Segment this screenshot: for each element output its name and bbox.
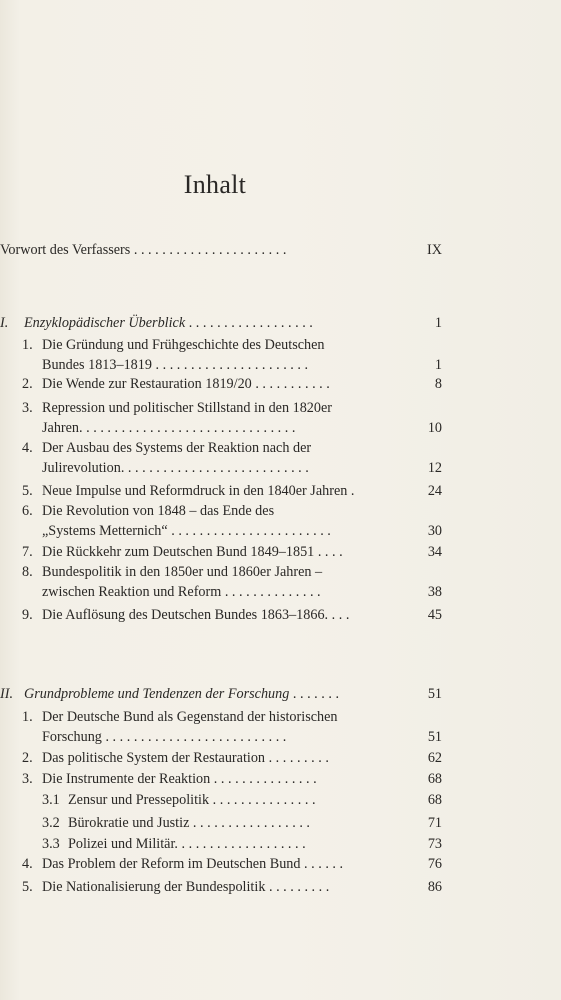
entry-title-continued: Julirevolution — [42, 460, 121, 476]
page-number: 1 — [434, 315, 442, 331]
toc-part-1 — [0, 313, 442, 333]
part-number: I. — [0, 315, 9, 331]
page-number: 30 — [427, 523, 442, 539]
part-number: II. — [0, 686, 13, 702]
toc-entry — [22, 374, 442, 394]
entry-number: 7. — [22, 544, 33, 560]
entry-number: 1. — [22, 709, 33, 725]
entry-number: 3.2 — [42, 815, 60, 831]
page-title: Inhalt — [183, 170, 247, 199]
leader-dots: . . . . . . . . . . . . . . — [221, 584, 321, 600]
toc-entry — [22, 605, 442, 625]
entry-title: Die Rückkehr zum Deutschen Bund 1849–1851 — [42, 544, 315, 560]
toc-part-2 — [0, 684, 442, 704]
entry-number: 2. — [22, 376, 33, 392]
page-number: 71 — [427, 815, 442, 831]
entry-number: 3. — [22, 771, 33, 787]
toc-entry — [22, 542, 442, 562]
entry-number: 3. — [22, 400, 33, 416]
entry-number: 6. — [22, 503, 33, 519]
leader-dots: . . . . . . . . . — [265, 750, 329, 766]
toc-entry — [22, 877, 442, 897]
entry-title-continued: Forschung — [42, 729, 102, 745]
page-number: 34 — [427, 544, 442, 560]
page-number: 76 — [427, 856, 442, 872]
page-number: 86 — [427, 879, 442, 895]
page-number: 24 — [427, 483, 442, 499]
entry-title: Zensur und Pressepolitik — [68, 792, 210, 808]
toc-entry — [22, 769, 442, 789]
entry-title: Die Nationalisierung der Bundespolitik — [42, 879, 266, 895]
leader-dots: . . . . . . . . . . . . . . . . . . . . . . — [151, 357, 309, 373]
toc-entry — [22, 854, 442, 874]
toc-entry — [22, 707, 442, 747]
toc-entry-foreword — [0, 240, 442, 260]
leader-dots: . . . . — [324, 607, 350, 623]
entry-number: 3.1 — [42, 792, 60, 808]
entry-title: Die Revolution von 1848 – das Ende des — [42, 503, 275, 519]
toc-entry — [22, 790, 442, 810]
entry-title: Die Wende zur Restauration 1819/20 — [42, 376, 252, 392]
part-title: Grundprobleme und Tendenzen der Forschung — [24, 686, 290, 702]
entry-title-continued: zwischen Reaktion und Reform — [42, 584, 222, 600]
entry-title: Der Deutsche Bund als Gegenstand der historischen — [42, 709, 338, 725]
page-number: 8 — [434, 376, 442, 392]
page-number: 68 — [427, 792, 442, 808]
leader-dots: . . . . . . . . . . . . . . . . . . . . . . . . . . . — [120, 460, 309, 476]
leader-dots: . . . . . . . . . — [265, 879, 330, 895]
toc-entry — [22, 501, 442, 541]
leader-dots: . . . . . . . . . . . . . . . — [210, 771, 317, 787]
leader-dots: . . . . . . . . . . . . . . . . . — [189, 815, 310, 831]
leader-dots: . . . . — [314, 544, 343, 560]
page-number: 51 — [427, 686, 442, 702]
entry-number: 4. — [22, 440, 33, 456]
entry-title: Bürokratie und Justiz — [68, 815, 190, 831]
page-number: 12 — [427, 460, 442, 476]
leader-dots: . . . . . . . . . . . . . . . . . . . . . . . — [167, 523, 331, 539]
toc-entry — [22, 438, 442, 478]
toc-entry — [22, 481, 442, 501]
leader-dots: . . . . . . . — [289, 686, 339, 702]
leader-dots: . . . . . . . . . . . — [251, 376, 330, 392]
entry-title: Die Gründung und Frühgeschichte des Deutschen — [42, 337, 325, 353]
page-number: 51 — [427, 729, 442, 745]
leader-dots: . . . . . . . . . . . . . . . . . . . — [174, 836, 306, 852]
entry-number: 1. — [22, 337, 33, 353]
entry-title: Das politische System der Restauration — [42, 750, 266, 766]
entry-number: 2. — [22, 750, 33, 766]
entry-title: Polizei und Militär — [68, 836, 175, 852]
entry-number: 4. — [22, 856, 33, 872]
leader-dots: . — [347, 483, 355, 499]
toc-entry — [22, 335, 442, 375]
entry-title: Die Auflösung des Deutschen Bundes 1863–1866 — [42, 607, 325, 623]
toc-entry — [22, 748, 442, 768]
page-number: 73 — [427, 836, 442, 852]
entry-title: Bundespolitik in den 1850er und 1860er Jahren – — [42, 564, 323, 580]
toc-entry — [22, 398, 442, 438]
leader-dots: . . . . . . . . . . . . . . . . . . — [185, 315, 313, 331]
leader-dots: . . . . . . . . . . . . . . . . . . . . . . . . . . — [101, 729, 287, 745]
entry-title: Die Instrumente der Reaktion — [42, 771, 211, 787]
leader-dots: . . . . . . . . . . . . . . . . . . . . . . — [130, 242, 287, 258]
entry-number: 8. — [22, 564, 33, 580]
entry-number: 5. — [22, 483, 33, 499]
page-number: 10 — [427, 420, 442, 436]
toc-entry — [22, 813, 442, 833]
leader-dots: . . . . . . . . . . . . . . . — [209, 792, 316, 808]
entry-title: Das Problem der Reform im Deutschen Bund — [42, 856, 301, 872]
entry-title: Repression und politischer Stillstand in den 1820er — [42, 400, 333, 416]
toc-entry — [22, 834, 442, 854]
part-title: Enzyklopädischer Überblick — [24, 315, 186, 331]
page-number: 68 — [427, 771, 442, 787]
entry-title: Der Ausbau des Systems der Reaktion nach der — [42, 440, 312, 456]
page-number: 45 — [427, 607, 442, 623]
entry-number: 3.3 — [42, 836, 60, 852]
entry-title-continued: „Systems Metternich“ — [42, 523, 168, 539]
page-number: 1 — [434, 357, 442, 373]
entry-title-continued: Jahren — [42, 420, 80, 436]
entry-title: Vorwort des Verfassers — [0, 242, 131, 258]
leader-dots: . . . . . . — [300, 856, 344, 872]
entry-number: 9. — [22, 607, 33, 623]
leader-dots: . . . . . . . . . . . . . . . . . . . . . . . . . . . . . . . — [79, 420, 296, 436]
page-number: IX — [427, 242, 442, 258]
page-number: 38 — [427, 584, 442, 600]
toc-entry — [22, 562, 442, 602]
entry-title-continued: Bundes 1813–1819 — [42, 357, 152, 373]
entry-title: Neue Impulse und Reformdruck in den 1840er Jahren — [42, 483, 348, 499]
page-number: 62 — [427, 750, 442, 766]
entry-number: 5. — [22, 879, 33, 895]
